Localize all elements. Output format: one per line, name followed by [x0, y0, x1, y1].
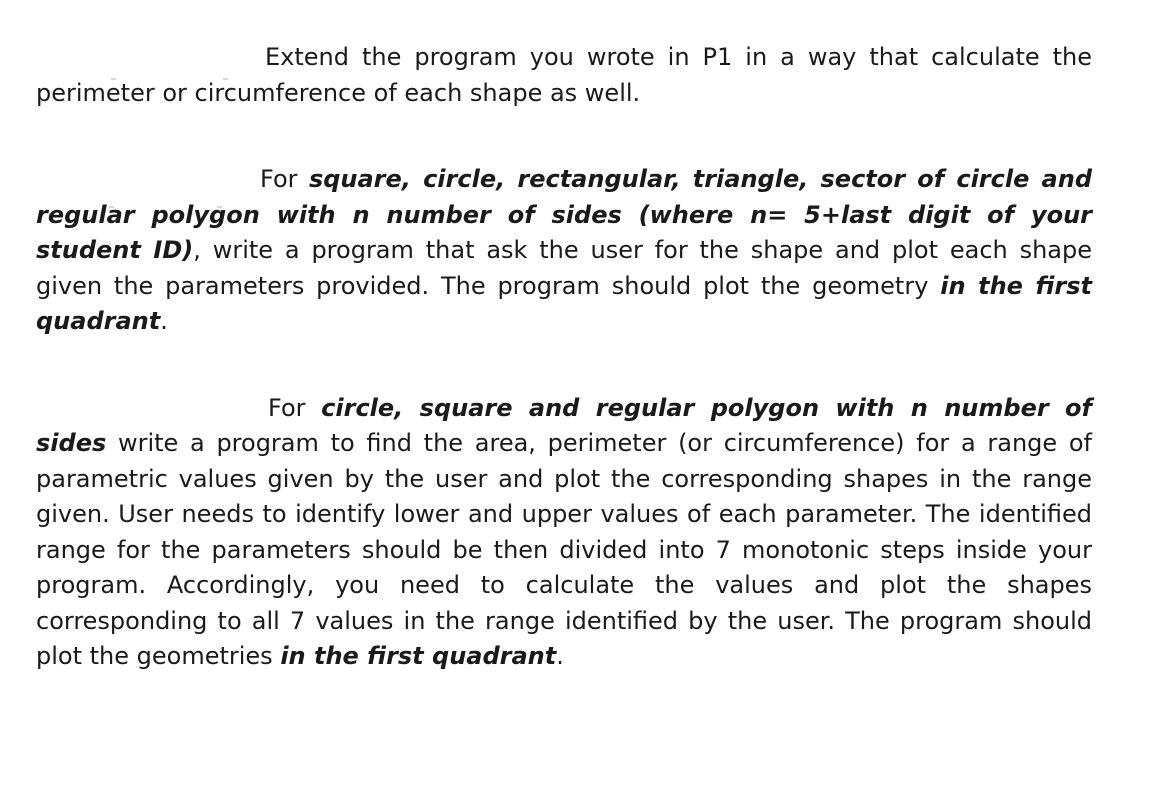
emphasis-first-quadrant: in the first quadrant [36, 271, 1092, 335]
paragraph-plot-shapes [36, 162, 1092, 340]
paragraph-text: . [160, 307, 168, 335]
paragraph-text: Extend the program you wrote in P1 in a way that calculate the perimeter or circumference of each shape as well. [36, 43, 1092, 107]
paragraph-text: . [556, 642, 564, 670]
emphasis-first-quadrant: in the first quadrant [280, 642, 557, 670]
paragraph-extend-program [36, 40, 1092, 111]
document-body [36, 40, 1092, 675]
paragraph-text: For [268, 393, 322, 422]
paragraph-text: , write a program that ask the user for the shape and plot each shape given the parameters provided. The program should plot the geometry [36, 236, 1092, 300]
paragraph-parametric-range [36, 391, 1092, 675]
emphasis-shape-list: circle, square and regular polygon with n number of sides [36, 393, 1092, 457]
emphasis-shape-list: square, circle, rectangular, triangle, sector of circle and regular polygon with n number of sides (where n= 5+last digit of your student ID) [36, 165, 1092, 264]
paragraph-text: write a program to find the area, perimeter (or circumference) for a range of parametric values given by the user and plot the corresponding shapes in the range given. User needs to identify lower and upper values of each parameter. The identified range for the parameters should be then divided into 7 monotonic steps inside your program. Accordingly, you need to calculate the values and plot the shapes corresponding to all 7 values in the range identified by the user. The program should plot the geometries [36, 429, 1092, 670]
paragraph-text: For [260, 165, 309, 193]
